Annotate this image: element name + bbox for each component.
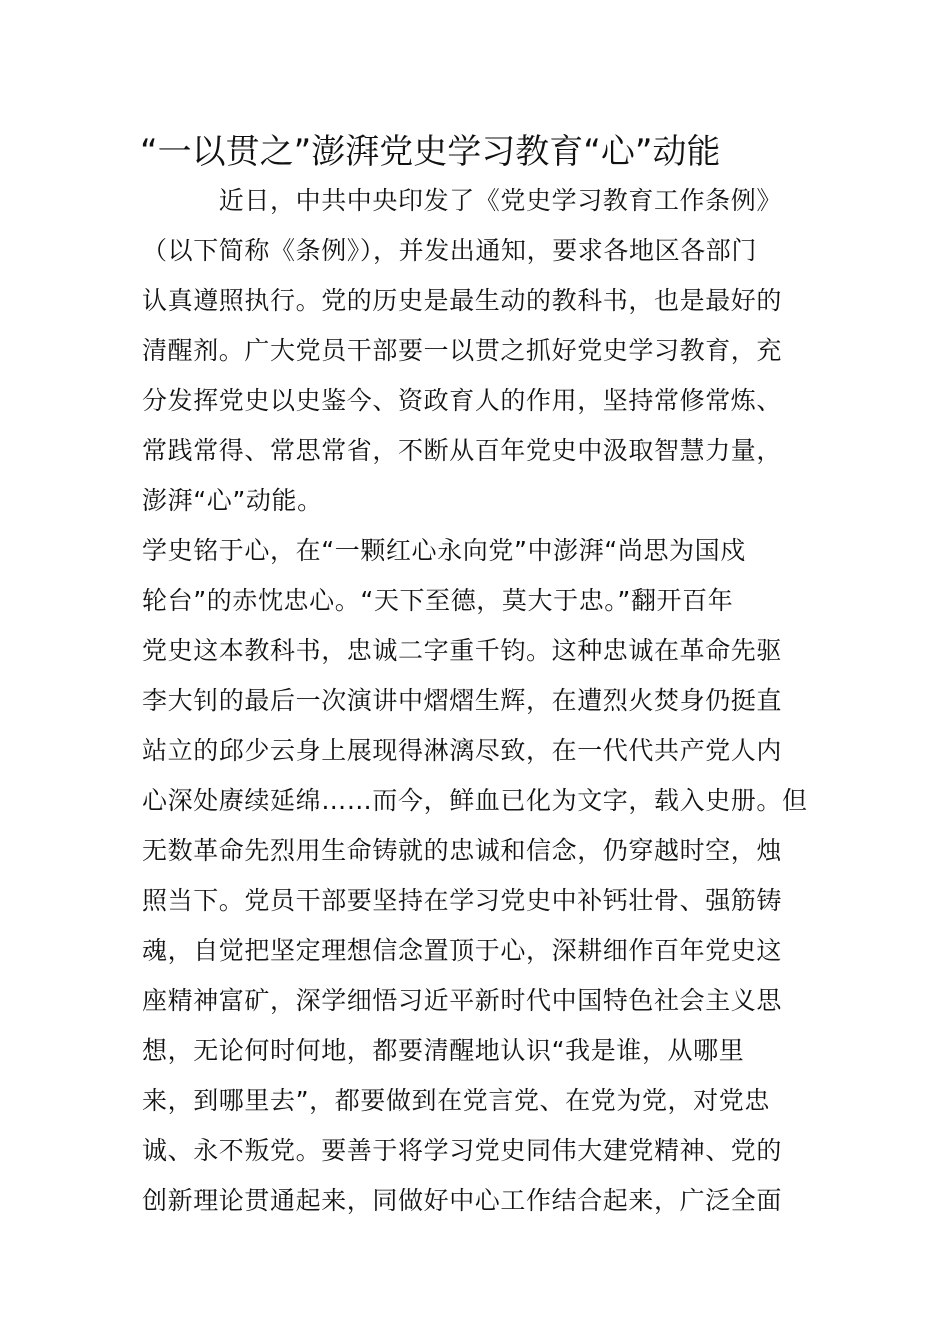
text-line: 创新理论贯通起来，同做好中心工作结合起来，广泛全面 — [142, 1186, 783, 1215]
text-line: 澎湃“心”动能。 — [142, 486, 323, 515]
document-title: “一以贯之”澎湃党史学习教育“心”动能 — [140, 132, 721, 172]
text-line: 学史铭于心，在“一颗红心永向党”中澎湃“尚思为国戍 — [142, 536, 746, 565]
text-line: 李大钊的最后一次演讲中熠熠生辉，在遭烈火焚身仍挺直 — [142, 686, 783, 715]
text-line: 想，无论何时何地，都要清醒地认识“我是谁，从哪里 — [142, 1036, 745, 1065]
text-line: 诚、永不叛党。要善于将学习党史同伟大建党精神、党的 — [142, 1136, 783, 1165]
text-line: 党史这本教科书，忠诚二字重千钧。这种忠诚在革命先驱 — [142, 636, 783, 665]
text-line: 无数革命先烈用生命铸就的忠诚和信念，仍穿越时空，烛 — [142, 836, 783, 865]
text-line: 轮台”的赤忱忠心。“天下至德，莫大于忠。”翻开百年 — [142, 586, 734, 615]
text-line: 认真遵照执行。党的历史是最生动的教科书，也是最好的 — [142, 286, 783, 315]
text-line: 魂，自觉把坚定理想信念置顶于心，深耕细作百年党史这 — [142, 936, 783, 965]
text-line: （以下简称《条例》），并发出通知，要求各地区各部门 — [142, 236, 758, 265]
text-line: 常践常得、常思常省，不断从百年党史中汲取智慧力量， — [142, 436, 783, 465]
document-body — [142, 176, 810, 1236]
text-line: 站立的邱少云身上展现得淋漓尽致，在一代代共产党人内 — [142, 736, 783, 765]
text-line: 座精神富矿，深学细悟习近平新时代中国特色社会主义思 — [142, 986, 783, 1015]
text-line: 近日，中共中央印发了《党史学习教育工作条例》 — [142, 186, 783, 215]
text-line: 清醒剂。广大党员干部要一以贯之抓好党史学习教育，充 — [142, 336, 783, 365]
text-line: 心深处赓续延绵……而今，鲜血已化为文字，载入史册。但 — [142, 786, 808, 815]
text-line: 分发挥党史以史鉴今、资政育人的作用，坚持常修常炼、 — [142, 386, 783, 415]
text-line: 照当下。党员干部要坚持在学习党史中补钙壮骨、强筋铸 — [142, 886, 783, 915]
text-line: 来，到哪里去”，都要做到在党言党、在党为党，对党忠 — [142, 1086, 770, 1115]
